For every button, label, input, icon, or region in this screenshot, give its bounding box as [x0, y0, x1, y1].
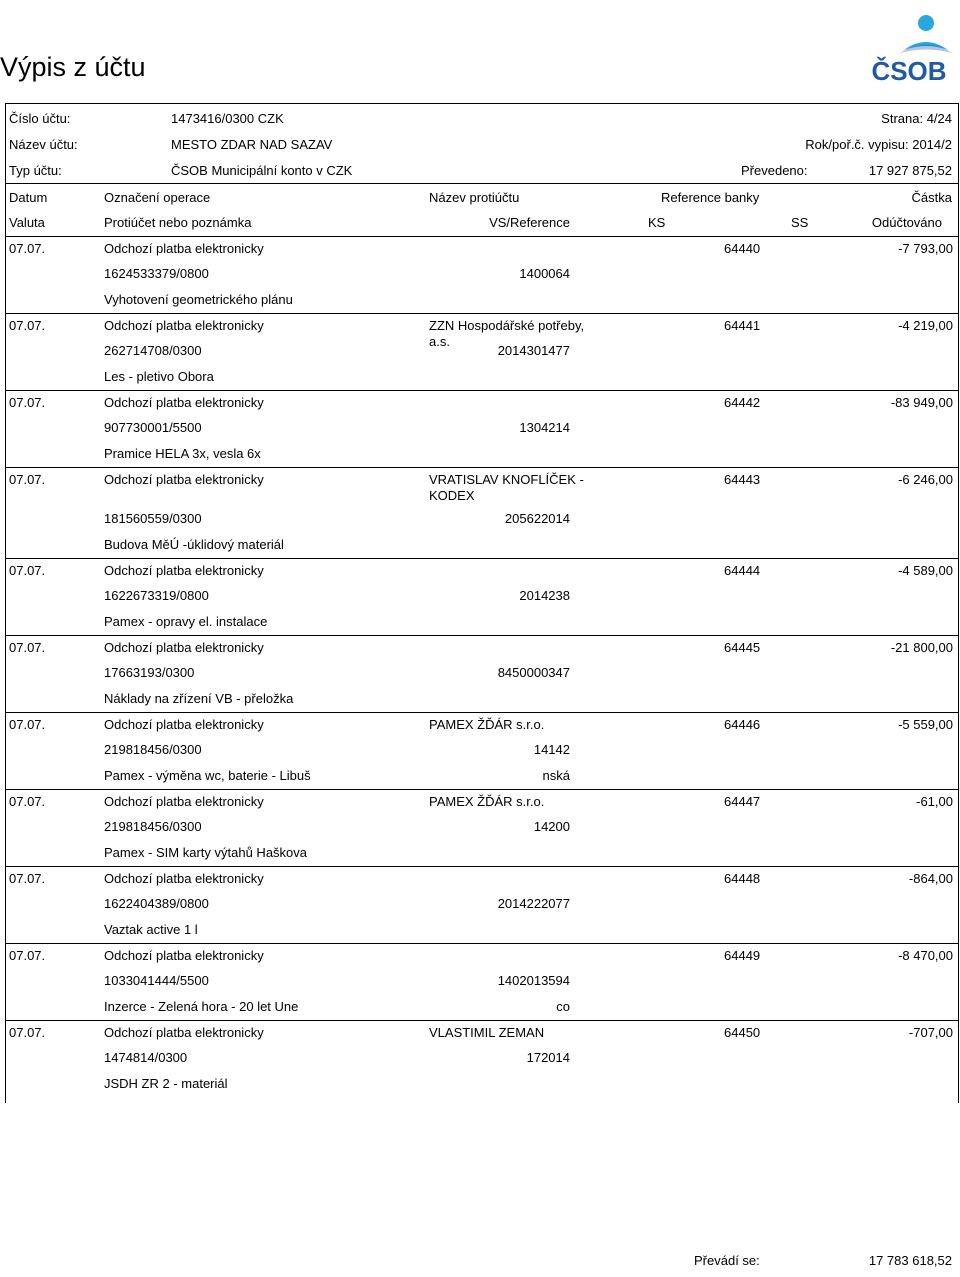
variable-symbol: 172014: [526, 1050, 570, 1065]
carry-forward-label: Převádí se:: [694, 1253, 760, 1268]
transaction-operation: Odchozí platba elektronicky: [104, 563, 264, 578]
bank-reference: 64442: [724, 395, 761, 410]
transaction-operation: Odchozí platba elektronicky: [104, 318, 264, 333]
transaction-row: [5, 712, 959, 790]
transaction-date: 07.07.: [9, 717, 46, 732]
account-number-value: 1473416/0300 CZK: [171, 111, 284, 126]
transferred-label: Převedeno:: [741, 163, 808, 178]
transaction-note: Pamex - výměna wc, baterie - Libuš: [104, 768, 311, 783]
transaction-operation: Odchozí platba elektronicky: [104, 948, 264, 963]
transaction-amount: -61,00: [916, 794, 953, 809]
statement-year: Rok/poř.č. vypisu: 2014/2: [805, 137, 952, 152]
transaction-note: Pramice HELA 3x, vesla 6x: [104, 446, 261, 461]
transaction-amount: -864,00: [908, 871, 953, 886]
col-valuta: Valuta: [9, 215, 45, 230]
transaction-operation: Odchozí platba elektronicky: [104, 395, 264, 410]
transaction-note: Pamex - SIM karty výtahů Haškova: [104, 845, 308, 860]
transaction-operation: Odchozí platba elektronicky: [104, 1025, 264, 1040]
transaction-amount: -21 800,00: [890, 640, 953, 655]
col-operace: Označení operace: [104, 190, 211, 205]
transaction-operation: Odchozí platba elektronicky: [104, 871, 264, 886]
transaction-amount: -6 246,00: [898, 472, 953, 487]
bank-reference: 64446: [724, 717, 761, 732]
transaction-note: Vaztak active 1 l: [104, 922, 198, 937]
transaction-row: [5, 390, 959, 468]
counterparty-account: 1622404389/0800: [104, 896, 209, 911]
transaction-amount: -83 949,00: [890, 395, 953, 410]
col-datum: Datum: [9, 190, 48, 205]
col-oductovano: Odúčtováno: [871, 215, 942, 230]
account-type-value: ČSOB Municipální konto v CZK: [171, 163, 353, 178]
counterparty-account: 262714708/0300: [104, 343, 202, 358]
transaction-row: [5, 866, 959, 944]
transaction-operation: Odchozí platba elektronicky: [104, 241, 264, 256]
transaction-amount: -4 589,00: [898, 563, 953, 578]
transaction-amount: -4 219,00: [898, 318, 953, 333]
counterparty-account: 17663193/0300: [104, 665, 195, 680]
counterparty-name: VRATISLAV KNOFLÍČEK - KODEX: [429, 472, 584, 503]
transaction-row: [5, 558, 959, 636]
page-indicator: Strana: 4/24: [881, 111, 952, 126]
variable-symbol: 8450000347: [497, 665, 570, 680]
col-ks: KS: [648, 215, 666, 230]
transaction-amount: -707,00: [908, 1025, 953, 1040]
transaction-date: 07.07.: [9, 472, 46, 487]
transaction-date: 07.07.: [9, 241, 46, 256]
bank-reference: 64441: [724, 318, 761, 333]
transaction-note: Vyhotovení geometrického plánu: [104, 292, 293, 307]
counterparty-account: 181560559/0300: [104, 511, 202, 526]
variable-symbol: 14142: [533, 742, 570, 757]
transaction-note: Inzerce - Zelená hora - 20 let Une: [104, 999, 299, 1014]
col-reference: Reference banky: [661, 190, 760, 205]
bank-reference: 64440: [724, 241, 761, 256]
page-title: Výpis z účtu: [0, 52, 146, 82]
transaction-operation: Odchozí platba elektronicky: [104, 794, 264, 809]
csob-logo: [860, 6, 958, 86]
variable-symbol-continuation: nská: [542, 768, 570, 783]
counterparty-account: 219818456/0300: [104, 742, 202, 757]
account-number-label: Číslo účtu:: [9, 111, 71, 126]
counterparty-name: ZZN Hospodářské potřeby, a.s.: [429, 318, 585, 349]
transaction-amount: -8 470,00: [898, 948, 953, 963]
account-type-label: Typ účtu:: [9, 163, 62, 178]
info-top-border: [5, 103, 959, 104]
variable-symbol-continuation: co: [556, 999, 570, 1014]
bank-reference: 64449: [724, 948, 761, 963]
counterparty-account: 1033041444/5500: [104, 973, 209, 988]
transaction-date: 07.07.: [9, 640, 46, 655]
transaction-date: 07.07.: [9, 871, 46, 886]
transaction-note: Pamex - opravy el. instalace: [104, 614, 268, 629]
logo-text: ČSOB: [871, 56, 947, 86]
transaction-note: Náklady na zřízení VB - přeložka: [104, 691, 294, 706]
transferred-value: 17 927 875,52: [868, 163, 952, 178]
variable-symbol: 2014301477: [497, 343, 570, 358]
transaction-amount: -7 793,00: [898, 241, 953, 256]
transaction-row: [5, 1020, 959, 1098]
columns-top-border: [5, 183, 959, 184]
bank-reference: 64447: [724, 794, 761, 809]
transaction-row: [5, 236, 959, 314]
col-vs: VS/Reference: [489, 215, 570, 230]
transaction-row: [5, 789, 959, 867]
bank-reference: 64444: [724, 563, 761, 578]
col-protiucet: Protiúčet nebo poznámka: [104, 215, 252, 230]
variable-symbol: 1304214: [519, 420, 570, 435]
counterparty-name: VLASTIMIL ZEMAN: [429, 1025, 545, 1040]
bank-reference: 64450: [724, 1025, 761, 1040]
variable-symbol: 14200: [533, 819, 570, 834]
transaction-operation: Odchozí platba elektronicky: [104, 472, 264, 487]
transaction-row: [5, 313, 959, 391]
transaction-date: 07.07.: [9, 395, 46, 410]
transaction-amount: -5 559,00: [898, 717, 953, 732]
transaction-date: 07.07.: [9, 1025, 46, 1040]
col-ss: SS: [791, 215, 809, 230]
col-protiucet-name: Název protiúčtu: [429, 190, 520, 205]
bank-reference: 64445: [724, 640, 761, 655]
transaction-date: 07.07.: [9, 794, 46, 809]
variable-symbol: 205622014: [504, 511, 570, 526]
transaction-note: Les - pletivo Obora: [104, 369, 214, 384]
csob-logo-icon: [860, 6, 958, 86]
transaction-operation: Odchozí platba elektronicky: [104, 640, 264, 655]
transaction-operation: Odchozí platba elektronicky: [104, 717, 264, 732]
col-castka: Částka: [911, 190, 952, 205]
carry-forward-value: 17 783 618,52: [868, 1253, 952, 1268]
variable-symbol: 2014222077: [497, 896, 570, 911]
counterparty-name: PAMEX ŽĎÁR s.r.o.: [429, 794, 545, 809]
variable-symbol: 2014238: [519, 588, 570, 603]
counterparty-account: 1624533379/0800: [104, 266, 209, 281]
transaction-note: Budova MěÚ -úklidový materiál: [104, 537, 284, 552]
counterparty-account: 1622673319/0800: [104, 588, 209, 603]
counterparty-account: 1474814/0300: [104, 1050, 188, 1065]
counterparty-name: PAMEX ŽĎÁR s.r.o.: [429, 717, 545, 732]
bank-reference: 64448: [724, 871, 761, 886]
transaction-row: [5, 467, 959, 559]
transaction-date: 07.07.: [9, 563, 46, 578]
account-name-label: Název účtu:: [9, 137, 78, 152]
account-name-value: MESTO ZDAR NAD SAZAV: [171, 137, 333, 152]
counterparty-account: 219818456/0300: [104, 819, 202, 834]
transaction-date: 07.07.: [9, 948, 46, 963]
variable-symbol: 1400064: [519, 266, 570, 281]
bank-reference: 64443: [724, 472, 761, 487]
transaction-row: [5, 635, 959, 713]
transaction-row: [5, 943, 959, 1021]
variable-symbol: 1402013594: [497, 973, 570, 988]
counterparty-account: 907730001/5500: [104, 420, 202, 435]
transaction-date: 07.07.: [9, 318, 46, 333]
transaction-note: JSDH ZR 2 - materiál: [104, 1076, 228, 1091]
